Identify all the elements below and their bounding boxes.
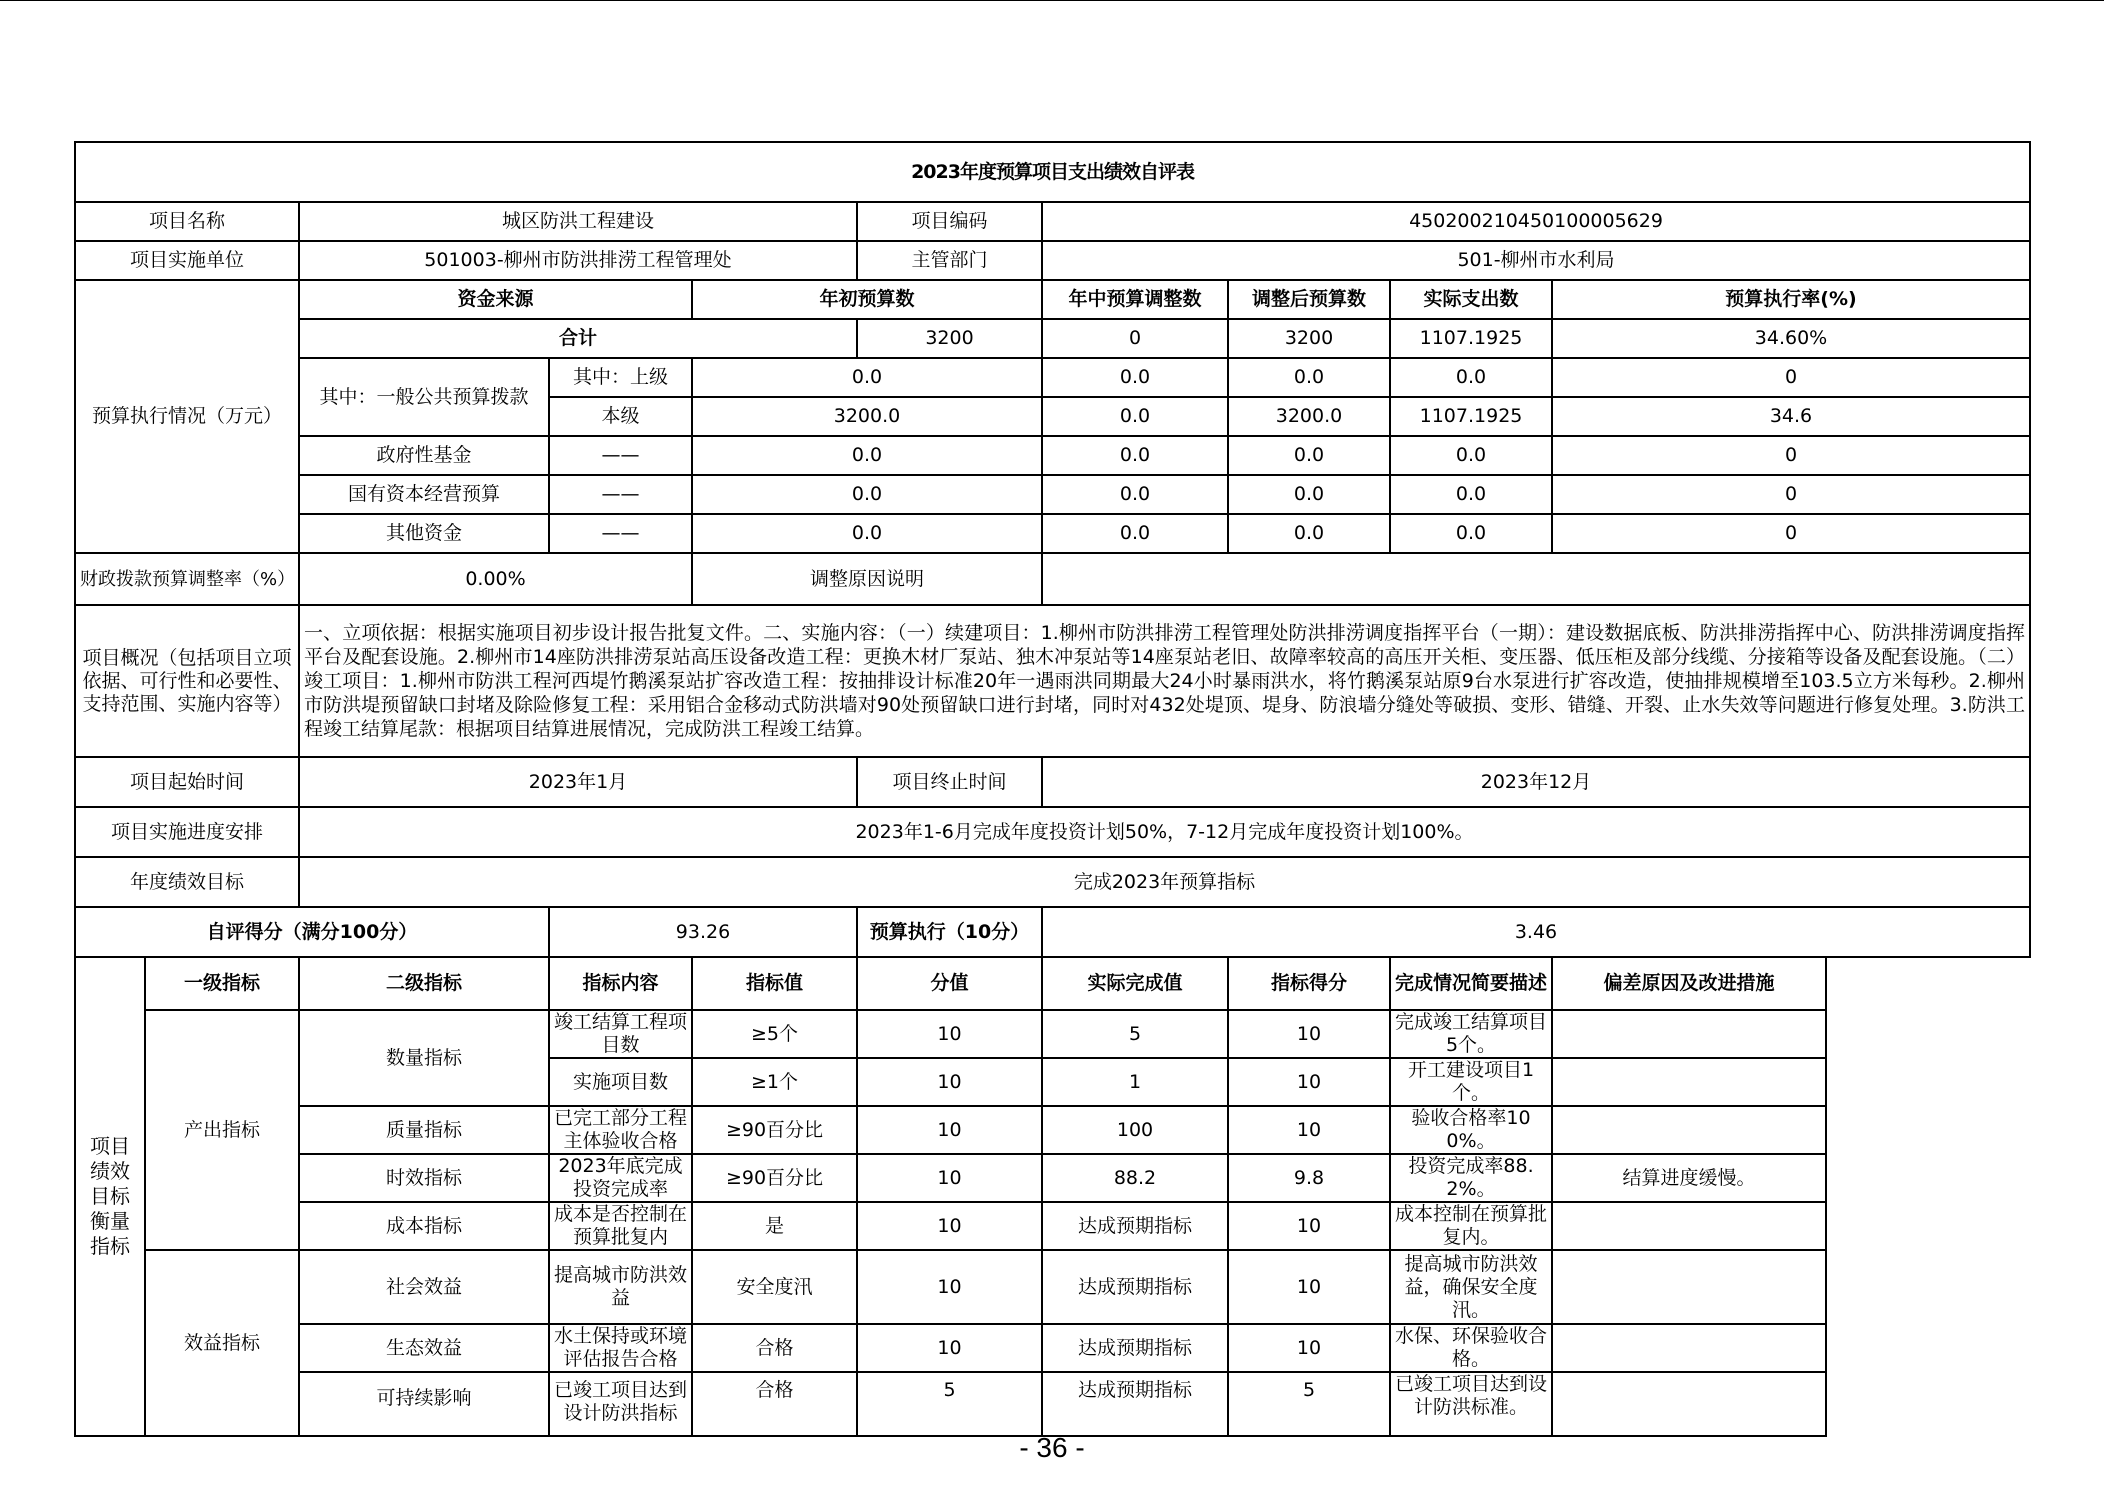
budget-total-initial: 3200: [857, 319, 1042, 358]
table-row: [75, 1010, 2030, 1058]
indicator-score: 10: [1228, 1106, 1390, 1154]
indicator-deviation: [1552, 1106, 1826, 1154]
indicator-target: ≥5个: [692, 1010, 857, 1058]
indicator-deviation: [1552, 1010, 1826, 1058]
end-time-label: 项目终止时间: [857, 757, 1042, 807]
level2-quantity: 数量指标: [299, 1010, 549, 1106]
project-name-row: [75, 202, 2030, 241]
self-score-value: 93.26: [549, 907, 857, 957]
table-title: 2023年度预算项目支出绩效自评表: [75, 142, 2030, 202]
indicator-actual: 88.2: [1042, 1154, 1228, 1202]
budget-gov-fund-actual: 0.0: [1390, 436, 1552, 475]
budget-gov-fund-adjust: 0.0: [1042, 436, 1228, 475]
indicator-actual: 5: [1042, 1010, 1228, 1058]
indicator-content: 竣工结算工程项目数: [549, 1010, 692, 1058]
budget-gov-fund-label: 政府性基金: [299, 436, 549, 475]
indicator-points: 10: [857, 1106, 1042, 1154]
indicator-actual: 达成预期指标: [1042, 1202, 1228, 1250]
indicator-score: 10: [1228, 1324, 1390, 1372]
budget-state-capital-actual: 0.0: [1390, 475, 1552, 514]
indicator-actual: 达成预期指标: [1042, 1324, 1228, 1372]
indicator-target: ≥1个: [692, 1058, 857, 1106]
budget-exec-value: 3.46: [1042, 907, 2030, 957]
indicator-deviation: [1552, 1202, 1826, 1250]
adjustment-row: [75, 553, 2030, 605]
indicator-points: 10: [857, 1058, 1042, 1106]
indicator-header-row: [75, 957, 2030, 1010]
indicator-desc: 已竣工项目达到设计防洪标准。: [1390, 1372, 1552, 1436]
project-name: 城区防洪工程建设: [299, 202, 857, 241]
indicator-score: 5: [1228, 1372, 1390, 1436]
indicator-score: 10: [1228, 1250, 1390, 1324]
progress-label: 项目实施进度安排: [75, 807, 299, 857]
budget-other-adjust: 0.0: [1042, 514, 1228, 553]
dept-label: 主管部门: [857, 241, 1042, 280]
goal-row: [75, 857, 2030, 907]
table-row: [75, 1154, 2030, 1202]
overview-row: [75, 605, 2030, 757]
indicator-score: 9.8: [1228, 1154, 1390, 1202]
indicator-points: 10: [857, 1324, 1042, 1372]
indicator-deviation: [1552, 1058, 1826, 1106]
budget-section-label: 预算执行情况（万元）: [75, 280, 299, 553]
start-time-label: 项目起始时间: [75, 757, 299, 807]
indicator-header-score: 指标得分: [1228, 957, 1390, 1010]
progress-value: 2023年1-6月完成年度投资计划50%，7-12月完成年度投资计划100%。: [299, 807, 2030, 857]
budget-upper-initial: 0.0: [692, 358, 1042, 397]
indicator-desc: 完成竣工结算项目5个。: [1390, 1010, 1552, 1058]
self-score-label: 自评得分（满分100分）: [75, 907, 549, 957]
budget-header-adjusted: 调整后预算数: [1228, 280, 1390, 319]
adjustment-reason: [1042, 553, 2030, 605]
indicator-actual: 达成预期指标: [1042, 1250, 1228, 1324]
indicator-content: 已竣工项目达到设计防洪指标: [549, 1372, 692, 1436]
start-time: 2023年1月: [299, 757, 857, 807]
budget-header-actual: 实际支出数: [1390, 280, 1552, 319]
budget-upper-adjusted: 0.0: [1228, 358, 1390, 397]
budget-header-adjust: 年中预算调整数: [1042, 280, 1228, 319]
budget-local-initial: 3200.0: [692, 397, 1042, 436]
budget-general-label: 其中：一般公共预算拨款: [299, 358, 549, 436]
indicator-desc: 开工建设项目1个。: [1390, 1058, 1552, 1106]
budget-other-label: 其他资金: [299, 514, 549, 553]
budget-header-row: [75, 280, 2030, 319]
budget-state-capital-dash: ——: [549, 475, 692, 514]
indicator-target: ≥90百分比: [692, 1154, 857, 1202]
indicator-desc: 验收合格率100%。: [1390, 1106, 1552, 1154]
budget-total-adjusted: 3200: [1228, 319, 1390, 358]
indicator-header-level2: 二级指标: [299, 957, 549, 1010]
table-row: [75, 1202, 2030, 1250]
budget-gov-fund-dash: ——: [549, 436, 692, 475]
budget-header-initial: 年初预算数: [692, 280, 1042, 319]
indicator-desc: 投资完成率88.2%。: [1390, 1154, 1552, 1202]
budget-gov-fund-rate: 0: [1552, 436, 2030, 475]
overview-label: 项目概况（包括项目立项依据、可行性和必要性、支持范围、实施内容等）: [75, 605, 299, 757]
indicator-desc: 水保、环保验收合格。: [1390, 1324, 1552, 1372]
budget-other-row: [75, 514, 2030, 553]
indicator-desc: 成本控制在预算批复内。: [1390, 1202, 1552, 1250]
indicator-target: 安全度汛: [692, 1250, 857, 1324]
adjustment-reason-label: 调整原因说明: [692, 553, 1042, 605]
table-row: [75, 1106, 2030, 1154]
budget-local-rate: 34.6: [1552, 397, 2030, 436]
indicator-header-content: 指标内容: [549, 957, 692, 1010]
indicator-points: 10: [857, 1154, 1042, 1202]
indicator-header-target: 指标值: [692, 957, 857, 1010]
budget-upper-row: [75, 358, 2030, 397]
progress-row: [75, 807, 2030, 857]
budget-state-capital-initial: 0.0: [692, 475, 1042, 514]
project-unit-row: [75, 241, 2030, 280]
budget-upper-rate: 0: [1552, 358, 2030, 397]
indicator-content: 提高城市防洪效益: [549, 1250, 692, 1324]
budget-other-adjusted: 0.0: [1228, 514, 1390, 553]
budget-other-rate: 0: [1552, 514, 2030, 553]
budget-header-rate: 预算执行率(%): [1552, 280, 2030, 319]
indicator-content: 实施项目数: [549, 1058, 692, 1106]
budget-state-capital-label: 国有资本经营预算: [299, 475, 549, 514]
budget-total-label: 合计: [299, 319, 857, 358]
indicator-deviation: [1552, 1324, 1826, 1372]
level2-social: 社会效益: [299, 1250, 549, 1324]
budget-gov-fund-row: [75, 436, 2030, 475]
period-row: [75, 757, 2030, 807]
level2-cost: 成本指标: [299, 1202, 549, 1250]
indicator-header-actual: 实际完成值: [1042, 957, 1228, 1010]
indicator-points: 10: [857, 1010, 1042, 1058]
page-top-border: [0, 0, 2104, 1]
level1-output: 产出指标: [145, 1010, 299, 1250]
indicator-content: 成本是否控制在预算批复内: [549, 1202, 692, 1250]
evaluation-sheet: [74, 141, 2029, 1424]
adjustment-value: 0.00%: [299, 553, 692, 605]
budget-total-row: [75, 319, 2030, 358]
budget-gov-fund-adjusted: 0.0: [1228, 436, 1390, 475]
dept: 501-柳州市水利局: [1042, 241, 2030, 280]
page-number: - 36 -: [1019, 1432, 1085, 1463]
project-unit: 501003-柳州市防洪排涝工程管理处: [299, 241, 857, 280]
budget-gov-fund-initial: 0.0: [692, 436, 1042, 475]
indicator-points: 5: [857, 1372, 1042, 1436]
indicator-points: 10: [857, 1250, 1042, 1324]
score-row: [75, 907, 2030, 957]
indicator-target: 合格: [692, 1372, 857, 1436]
project-unit-label: 项目实施单位: [75, 241, 299, 280]
indicator-section-label: 项目绩效目标衡量指标: [75, 957, 145, 1436]
table-row: [75, 1372, 2030, 1436]
project-name-label: 项目名称: [75, 202, 299, 241]
level2-eco: 生态效益: [299, 1324, 549, 1372]
indicator-score: 10: [1228, 1202, 1390, 1250]
budget-upper-label: 其中：上级: [549, 358, 692, 397]
level2-time: 时效指标: [299, 1154, 549, 1202]
indicator-actual: 1: [1042, 1058, 1228, 1106]
indicator-deviation: 结算进度缓慢。: [1552, 1154, 1826, 1202]
project-code: 450200210450100005629: [1042, 202, 2030, 241]
budget-state-capital-row: [75, 475, 2030, 514]
budget-local-label: 本级: [549, 397, 692, 436]
evaluation-table: [74, 141, 2031, 1437]
end-time: 2023年12月: [1042, 757, 2030, 807]
indicator-content: 水土保持或环境评估报告合格: [549, 1324, 692, 1372]
level2-quality: 质量指标: [299, 1106, 549, 1154]
project-code-label: 项目编码: [857, 202, 1042, 241]
indicator-header-points: 分值: [857, 957, 1042, 1010]
budget-local-adjust: 0.0: [1042, 397, 1228, 436]
budget-state-capital-adjust: 0.0: [1042, 475, 1228, 514]
indicator-target: ≥90百分比: [692, 1106, 857, 1154]
budget-header-source: 资金来源: [299, 280, 692, 319]
indicator-header-desc: 完成情况简要描述: [1390, 957, 1552, 1010]
goal-label: 年度绩效目标: [75, 857, 299, 907]
indicator-content: 2023年底完成投资完成率: [549, 1154, 692, 1202]
adjustment-label: 财政拨款预算调整率（%）: [75, 553, 299, 605]
budget-upper-actual: 0.0: [1390, 358, 1552, 397]
goal-value: 完成2023年预算指标: [299, 857, 2030, 907]
budget-total-rate: 34.60%: [1552, 319, 2030, 358]
indicator-deviation: [1552, 1372, 1826, 1436]
level1-benefit: 效益指标: [145, 1250, 299, 1436]
budget-total-actual: 1107.1925: [1390, 319, 1552, 358]
budget-state-capital-adjusted: 0.0: [1228, 475, 1390, 514]
budget-state-capital-rate: 0: [1552, 475, 2030, 514]
indicator-content: 已完工部分工程主体验收合格: [549, 1106, 692, 1154]
budget-local-adjusted: 3200.0: [1228, 397, 1390, 436]
indicator-desc: 提高城市防洪效益，确保安全度汛。: [1390, 1250, 1552, 1324]
indicator-header-level1: 一级指标: [145, 957, 299, 1010]
indicator-score: 10: [1228, 1010, 1390, 1058]
indicator-points: 10: [857, 1202, 1042, 1250]
indicator-header-deviation: 偏差原因及改进措施: [1552, 957, 1826, 1010]
budget-local-actual: 1107.1925: [1390, 397, 1552, 436]
budget-upper-adjust: 0.0: [1042, 358, 1228, 397]
indicator-deviation: [1552, 1250, 1826, 1324]
budget-other-initial: 0.0: [692, 514, 1042, 553]
table-row: [75, 1324, 2030, 1372]
level2-sustain: 可持续影响: [299, 1372, 549, 1436]
indicator-target: 是: [692, 1202, 857, 1250]
indicator-actual: 100: [1042, 1106, 1228, 1154]
indicator-actual: 达成预期指标: [1042, 1372, 1228, 1436]
budget-other-dash: ——: [549, 514, 692, 553]
budget-exec-label: 预算执行（10分）: [857, 907, 1042, 957]
overview-text: 一、立项依据：根据实施项目初步设计报告批复文件。二、实施内容：（一）续建项目：1.柳州市防洪排涝工程管理处防洪排涝调度指挥平台（一期）：建设数据底板、防洪排涝指挥中心、防洪排涝调度指挥平台及配套设施。2.柳州市14座防洪排涝泵站高压设备改造工程：更换木材厂泵站、独木冲泵站等14座泵站老旧、故障率较高的高压开关柜、变压器、低压柜及部分线缆、分接箱等设备及配套设施。（二）竣工项目：1.柳州市防洪工程河西堤竹鹅溪泵站扩容改造工程：按抽排设计标准20年一遇雨洪同期最大24小时暴雨洪水，将竹鹅溪泵站原9台水泵进行扩容改造，使抽排规模增至103.5立方米每秒。2.柳州市防洪堤预留缺口封堵及除险修复工程：采用铝合金移动式防洪墙对90处预留缺口进行封堵，同时对432处堤顶、堤身、防浪墙分缝处等破损、变形、错缝、开裂、止水失效等问题进行修复处理。3.防洪工程竣工结算尾款：根据项目结算进展情况，完成防洪工程竣工结算。: [299, 605, 2030, 757]
indicator-score: 10: [1228, 1058, 1390, 1106]
budget-other-actual: 0.0: [1390, 514, 1552, 553]
budget-total-adjust: 0: [1042, 319, 1228, 358]
indicator-target: 合格: [692, 1324, 857, 1372]
table-row: [75, 1250, 2030, 1324]
